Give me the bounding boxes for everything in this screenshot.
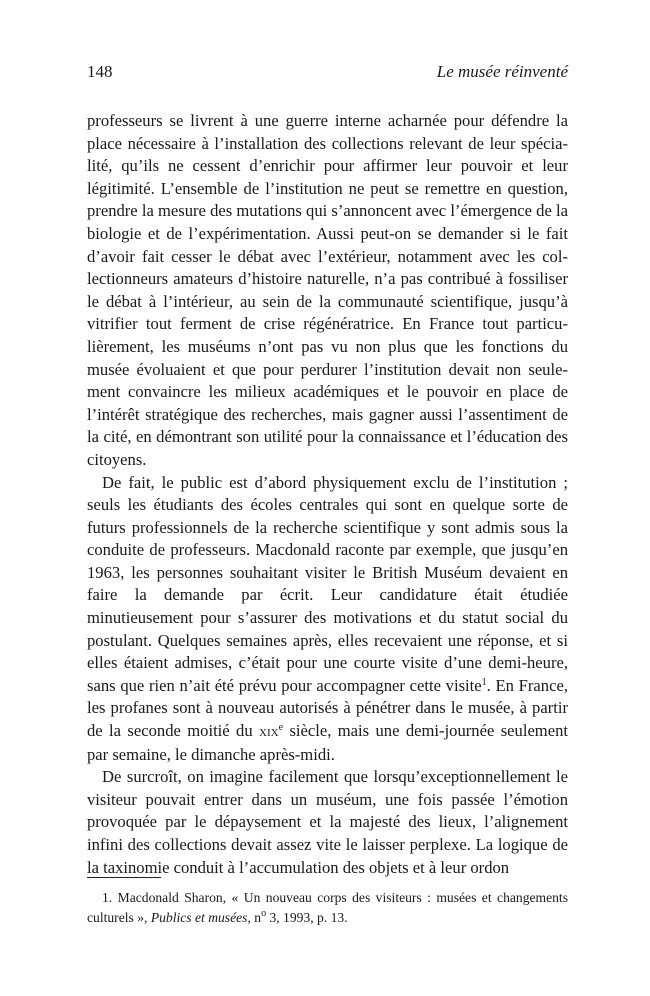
paragraph-2-text-b: . En France, les profanes sont à nouveau autorisés à pénétrer dans le musée, à partir de la seconde moitié du [87, 675, 568, 741]
footnote-1 [87, 888, 568, 928]
paragraph-2-text-a: De fait, le public est d’abord physiquement exclu de l’institution ; seuls les étudiants des écoles centrales qui sont en quelque sorte de futurs professionnels de la recherche scientifique y sont admis sous la conduite de professeurs. Macdonald raconte par exemple, que jusqu’en 1963, les personnes souhaitant visiter le British Muséum devaient en faire la demande par écrit. Leur candidature était étudiée minutieusement pour s’assurer des motivations et du statut social du postulant. Quelques semaines après, elles recevaient une réponse, et si elles étaient admises, c’était pour une courte visite d’une demi-heure, sans que rien n’ait été prévu pour accompagner cette visite [87, 472, 568, 695]
running-title: Le musée réinventé [436, 62, 568, 81]
century-suffix: e [278, 722, 284, 734]
footnote-rule [87, 877, 161, 878]
page-header [87, 62, 568, 88]
page-number: 148 [87, 62, 113, 81]
paragraph-2-text-c: siècle, mais une demi-journée seulement par semaine, le dimanche après-midi. [87, 721, 568, 764]
footnote-text-c: 3, 1993, p. 13. [266, 910, 348, 925]
book-page [87, 62, 568, 879]
paragraph-2 [87, 472, 568, 767]
century-numeral: xix [259, 724, 279, 741]
paragraph-1: professeurs se livrent à une guerre interne acharnée pour défendre la place nécessaire à l’installation des collections relevant de leur spécialité, qu’ils ne cessent d’enrichir pour affirmer leur pouvoir et leur légitimité. L’ensemble de l’institution ne peut se remettre en question, prendre la mesure des mutations qui s’annoncent avec l’émergence de la biologie et de l’expérimentation. Aussi peut-on se demander si le fait d’avoir fait cesser le débat avec l’extérieur, notamment avec les collectionneurs amateurs d’histoire naturelle, n’a pas contribué à fossiliser le débat à l’intérieur, au sein de la communauté scientifique, jusqu’à vitrifier tout ferment de crise régénératrice. En France tout particulièrement, les muséums n’ont pas vu non plus que les fonctions du musée évoluaient et que pour perdurer l’institution devait non seulement convaincre les milieux académiques et le pouvoir en place de l’intérêt stratégique des recherches, mais gagner aussi l’assentiment de la cité, en démontrant son utilité pour la connaissance et l’éducation des citoyens. [87, 111, 568, 469]
body-text [87, 110, 568, 879]
footnote-num-sup: o [261, 908, 267, 919]
footnote-text-a: Macdonald Sharon, « Un nouveau corps des visiteurs : musées et changements culturels », [87, 890, 569, 925]
footnotes [87, 888, 568, 928]
paragraph-3: De surcroît, on imagine facilement que lorsqu’exceptionnellement le visiteur pouvait entrer dans un muséum, une fois passée l’émotion provoquée par le dépaysement et la majesté des lieux, l’alignement infini des collections devait assez vite le laisser perplexe. La logique de la taxinomie conduit à l’accumulation des objets et à leur ordon [87, 767, 568, 877]
footnote-journal: Publics et musées [150, 910, 248, 925]
footnote-text-b: , n [247, 910, 262, 925]
footnote-ref: 1 [481, 676, 487, 688]
footnote-number: 1. [102, 890, 118, 905]
